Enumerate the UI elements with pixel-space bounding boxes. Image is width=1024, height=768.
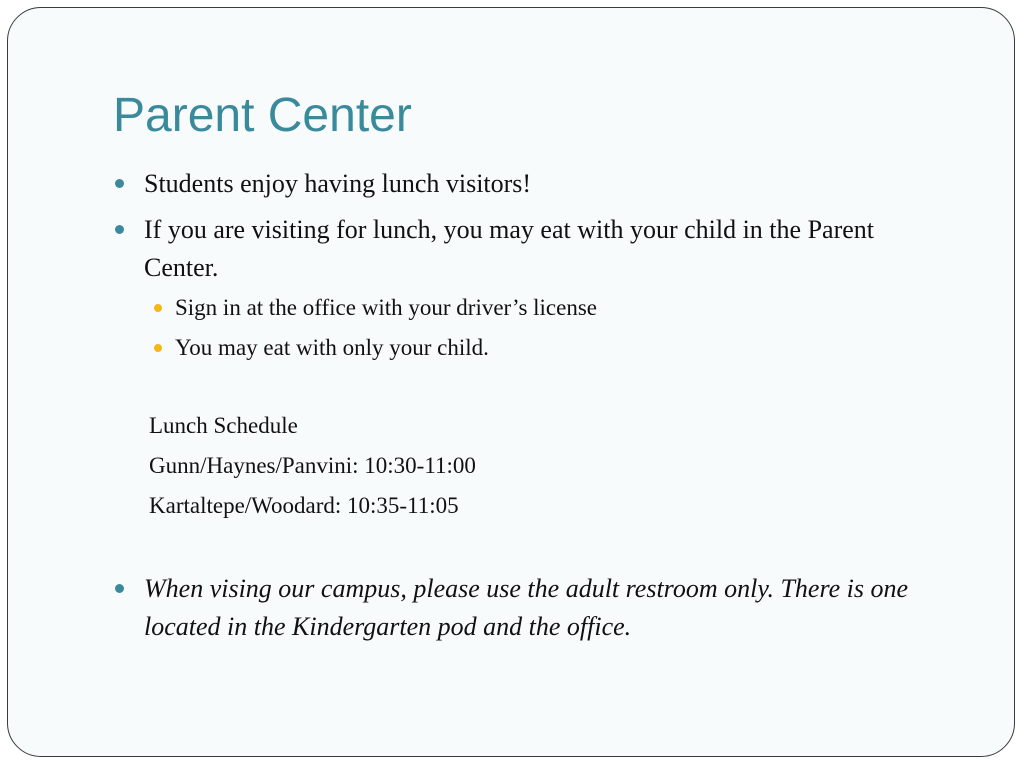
sub-bullet-item <box>175 333 935 363</box>
sub-bullet-dot <box>154 304 162 312</box>
bullet-text: Students enjoy having lunch visitors! <box>144 169 532 198</box>
restroom-note <box>144 570 944 646</box>
note-text: When vising our campus, please use the adult restroom only. There is one located in the Kindergarten pod and the office. <box>144 574 909 641</box>
schedule-heading: Lunch Schedule <box>149 413 298 438</box>
bullet-item <box>144 211 944 287</box>
sub-bullet-text: You may eat with only your child. <box>175 335 489 360</box>
bullet-dot <box>115 584 124 593</box>
sub-bullet-text: Sign in at the office with your driver’s license <box>175 295 597 320</box>
slide-title: Parent Center <box>113 89 412 142</box>
bullet-dot <box>115 225 124 234</box>
bullet-dot <box>115 179 124 188</box>
bullet-text: If you are visiting for lunch, you may eat with your child in the Parent Center. <box>144 215 874 282</box>
sub-bullet-dot <box>154 344 162 352</box>
bullet-item <box>144 165 944 203</box>
sub-bullet-item <box>175 293 935 323</box>
schedule-line: Gunn/Haynes/Panvini: 10:30-11:00 <box>149 453 476 478</box>
schedule-line: Kartaltepe/Woodard: 10:35-11:05 <box>149 493 459 518</box>
